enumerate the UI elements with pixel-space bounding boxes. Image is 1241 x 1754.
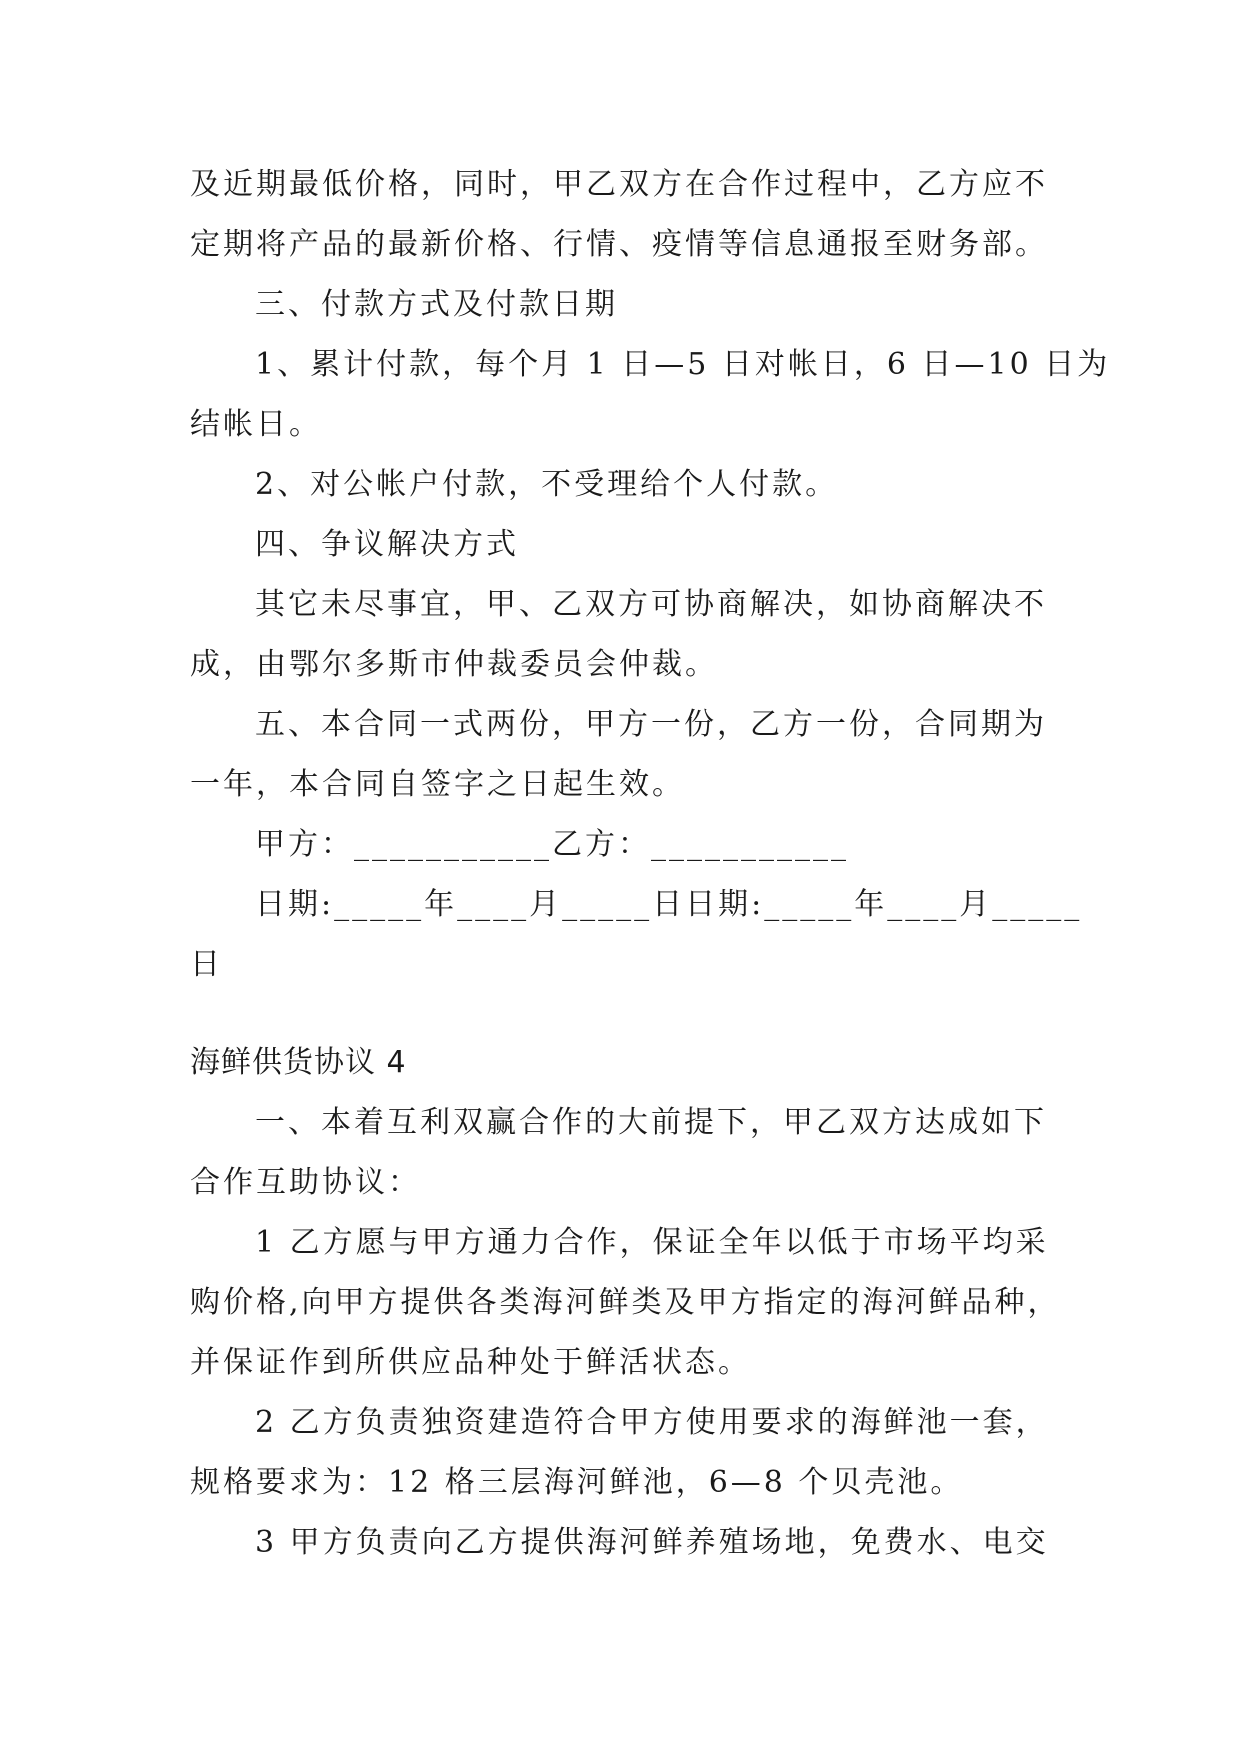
paragraph-line: 一年，本合同自签字之日起生效。 xyxy=(190,767,685,802)
section-heading: 四、争议解决方式 xyxy=(255,527,519,562)
paragraph-line: 其它未尽事宜，甲、乙双方可协商解决，如协商解决不 xyxy=(255,587,1047,622)
date-line-continued: 日 xyxy=(190,947,223,982)
paragraph-line: 并保证作到所供应品种处于鲜活状态。 xyxy=(190,1345,751,1380)
paragraph-line: 规格要求为：12 格三层海河鲜池，6—8 个贝壳池。 xyxy=(190,1465,964,1500)
paragraph-line: 1 乙方愿与甲方通力合作，保证全年以低于市场平均采 xyxy=(255,1225,1049,1260)
paragraph-line: 合作互助协议： xyxy=(190,1165,421,1200)
paragraph-line: 3 甲方负责向乙方提供海河鲜养殖场地，免费水、电交 xyxy=(255,1525,1049,1560)
paragraph-line: 及近期最低价格，同时，甲乙双方在合作过程中，乙方应不 xyxy=(190,167,1048,202)
document-title: 海鲜供货协议 4 xyxy=(190,1045,407,1080)
paragraph-line: 2、对公帐户付款，不受理给个人付款。 xyxy=(255,467,839,502)
paragraph-line: 一、本着互利双赢合作的大前提下，甲乙双方达成如下 xyxy=(255,1105,1047,1140)
signature-line: 甲方：___________乙方：___________ xyxy=(255,827,849,862)
paragraph-line: 五、本合同一式两份，甲方一份，乙方一份，合同期为 xyxy=(255,707,1047,742)
date-line: 日期:_____年____月_____日日期:_____年____月_____ xyxy=(255,887,1083,922)
paragraph-line: 结帐日。 xyxy=(190,407,322,442)
paragraph-line: 定期将产品的最新价格、行情、疫情等信息通报至财务部。 xyxy=(190,227,1048,262)
paragraph-line: 1、累计付款，每个月 1 日—5 日对帐日，6 日—10 日为 xyxy=(255,347,1111,382)
paragraph-line: 成，由鄂尔多斯市仲裁委员会仲裁。 xyxy=(190,647,718,682)
paragraph-line: 购价格,向甲方提供各类海河鲜类及甲方指定的海河鲜品种， xyxy=(190,1285,1061,1320)
paragraph-line: 2 乙方负责独资建造符合甲方使用要求的海鲜池一套， xyxy=(255,1405,1049,1440)
section-heading: 三、付款方式及付款日期 xyxy=(255,287,618,322)
